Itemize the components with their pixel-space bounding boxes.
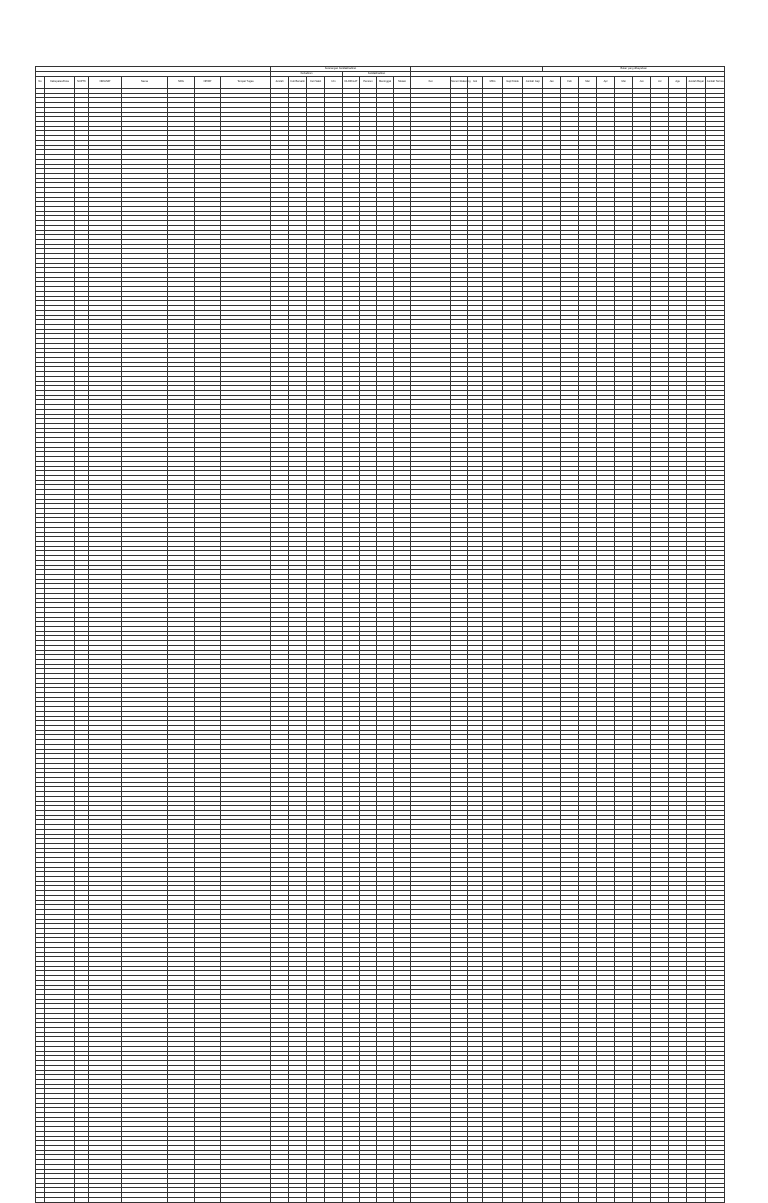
column-header: NUPTK xyxy=(75,77,89,89)
column-header: Gaji Pokok xyxy=(503,77,523,89)
column-header: Nomor Rekening xyxy=(451,77,468,89)
column-header: Gol xyxy=(468,77,483,89)
table-header xyxy=(36,67,725,89)
column-header: Cuti Sakit xyxy=(307,77,325,89)
header-sub-hadir: Kehadiran xyxy=(271,72,343,77)
column-header: Jumlah xyxy=(271,77,289,89)
column-header: No xyxy=(36,77,45,89)
column-header: Cuti Bersalin xyxy=(289,77,307,89)
column-header: Jumlah Bayar xyxy=(687,77,706,89)
column-header: Mei xyxy=(615,77,633,89)
payroll-table xyxy=(35,66,725,1203)
column-header: Mutasi xyxy=(394,77,411,89)
column-header: Jul xyxy=(651,77,669,89)
column-header: Jumlah Terima xyxy=(706,77,725,89)
column-header: Kabupaten/Kota xyxy=(45,77,75,89)
column-header: Pensiun xyxy=(360,77,377,89)
table-body xyxy=(36,89,725,1203)
column-header: Apr xyxy=(597,77,615,89)
column-header: NRG/NIP xyxy=(89,77,122,89)
column-header: Feb xyxy=(561,77,579,89)
header-column-row xyxy=(36,77,725,89)
column-header: Tempat Tugas xyxy=(221,77,271,89)
column-header: Mar xyxy=(579,77,597,89)
column-header: Jan xyxy=(543,77,561,89)
column-header: Jumlah Gaji xyxy=(523,77,543,89)
header-sub-izin: Ketidakhadiran xyxy=(343,72,411,77)
column-header: Jun xyxy=(633,77,651,89)
column-header: MKG xyxy=(483,77,503,89)
spreadsheet xyxy=(35,66,724,1203)
column-header: Izin xyxy=(325,77,343,89)
column-header: DL/DIKLAT xyxy=(343,77,360,89)
header-group-absensi: Keterangan Ketidakhadiran xyxy=(271,67,411,72)
header-group-bulan: Bulan yang dibayarkan xyxy=(543,67,725,72)
column-header: Agu xyxy=(669,77,687,89)
column-header: NRG xyxy=(168,77,195,89)
column-header: Meninggal xyxy=(377,77,394,89)
column-header: Nama xyxy=(122,77,168,89)
column-header: Ket xyxy=(411,77,451,89)
column-header: NPWP xyxy=(195,77,221,89)
